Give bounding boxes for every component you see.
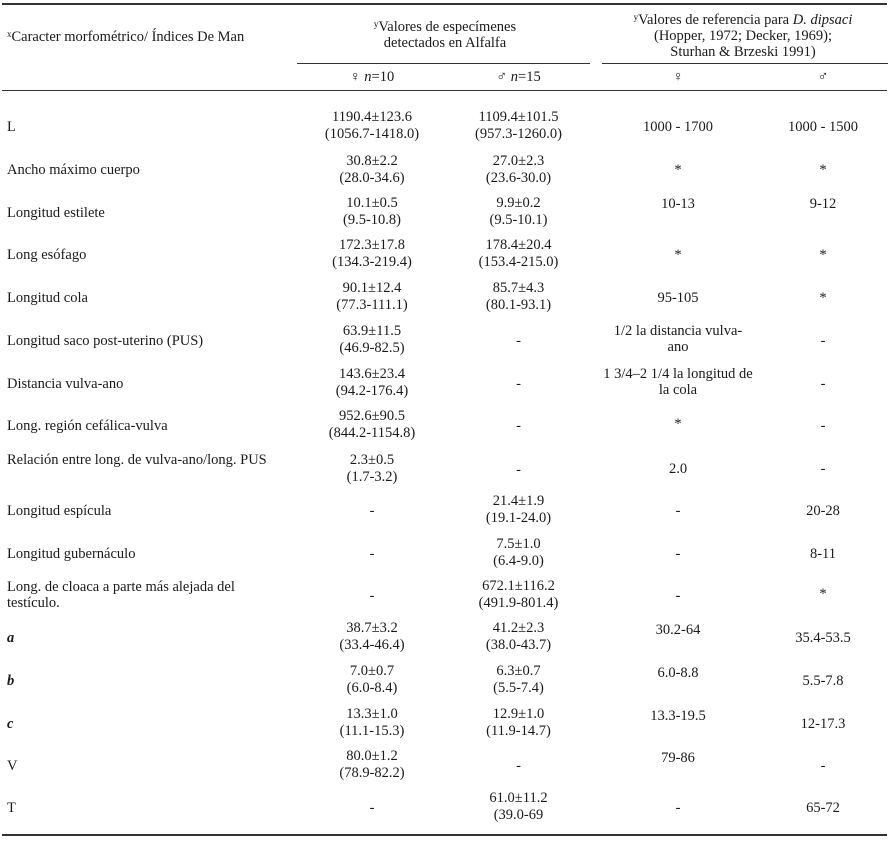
header-female-n: ♀ n=10 (349, 69, 395, 85)
header-male-n: ♂ n=15 (496, 69, 541, 85)
header-ref-female (598, 69, 758, 85)
female-icon: ♀ (349, 69, 361, 85)
header-reference-values: $^y$Valores de referencia para D. dipsaci (Hopper, 1972; Decker, 1969); Sturhan & Brzeski 1991) (633, 12, 853, 60)
header-specimen-values: $^y$Valores de especímenes detectados en Alfalfa (373, 19, 517, 51)
header-subrule-specimens (297, 63, 590, 64)
male-icon: ♂ (817, 69, 829, 85)
female-icon: ♀ (672, 69, 684, 85)
header-ref-male (758, 69, 888, 85)
header-subrule-reference (602, 63, 888, 64)
male-icon: ♂ (496, 69, 508, 85)
header-bottom-rule (2, 90, 887, 91)
table-top-rule (2, 3, 887, 5)
header-characteristic: $^x$Caracter morfométrico/ Índices De Man (7, 29, 245, 45)
table-bottom-rule (2, 834, 887, 836)
